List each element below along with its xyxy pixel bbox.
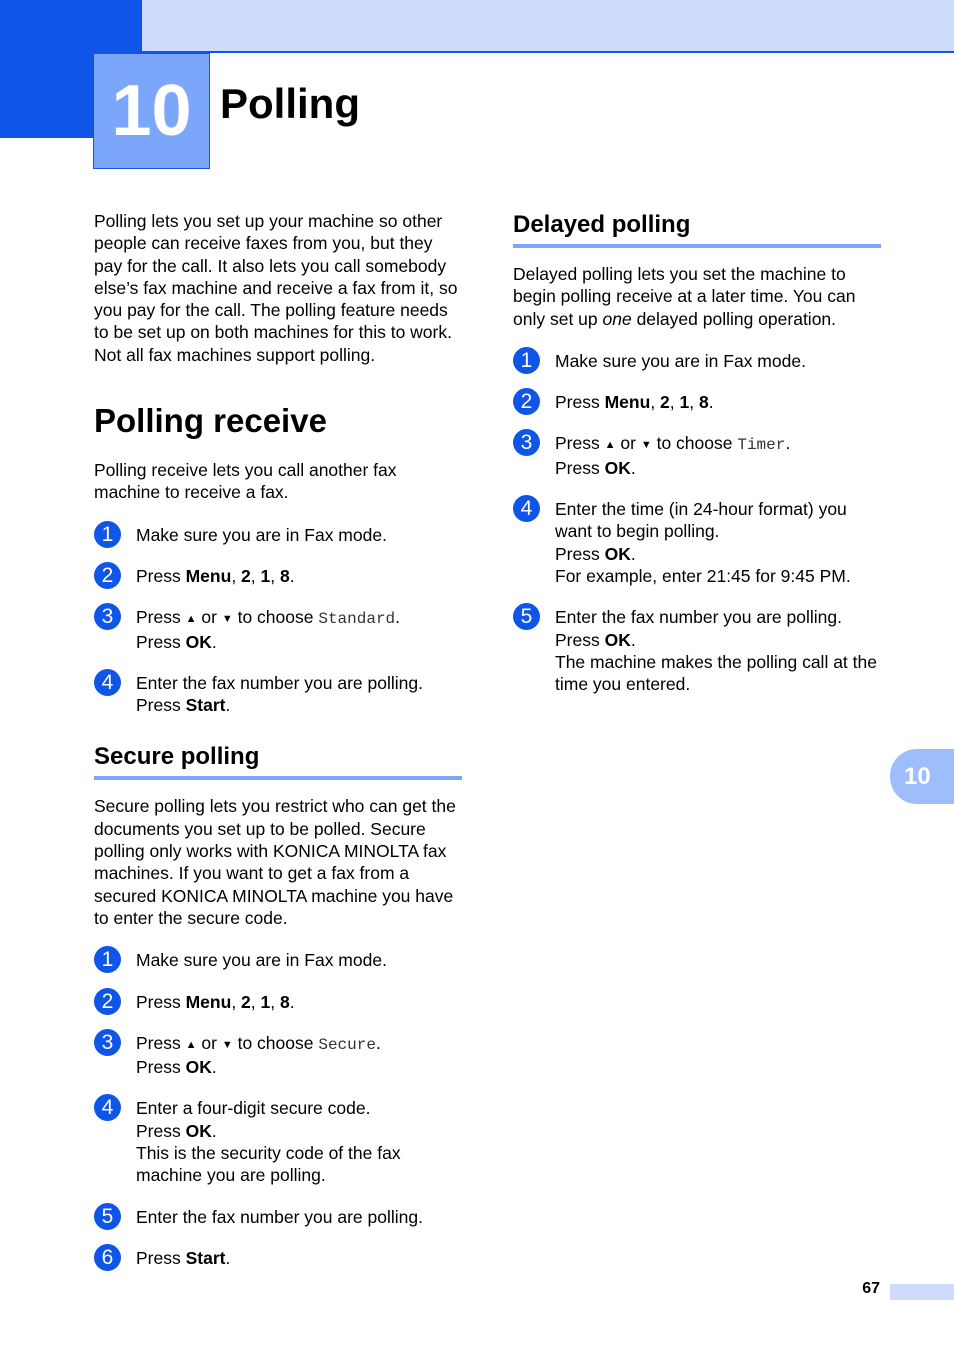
secure-polling-description: Secure polling lets you restrict who can get the documents you set up to be polled. Secure polling only works with KONICA MINOLTA fax machines. If you want to get a fax from a secured KONICA MINOLTA machine you have to enter the secure code.	[94, 796, 456, 928]
option-timer: Timer	[737, 436, 786, 455]
list-item: 4 Enter the time (in 24-hour format) you want to begin polling. Press OK. For example, enter 21:45 for 9:45 PM.	[513, 498, 881, 587]
step-number: 4	[94, 669, 121, 696]
ok-key: OK	[185, 1120, 212, 1141]
down-arrow-icon: ▼	[221, 613, 233, 626]
step-number: 2	[94, 988, 121, 1015]
list-item: 6 Press Start.	[94, 1247, 462, 1269]
list-item: 2 Press Menu, 2, 1, 8.	[94, 991, 462, 1013]
list-item: 3 Press ▲ or ▼ to choose Secure. Press OK.	[94, 1032, 462, 1079]
page-number: 67	[862, 1280, 880, 1297]
step-number: 2	[513, 388, 540, 415]
ok-key: OK	[185, 1057, 212, 1078]
step-number: 2	[94, 562, 121, 589]
step-number: 6	[94, 1244, 121, 1271]
menu-key: Menu	[185, 991, 232, 1012]
list-item: 5 Enter the fax number you are polling.	[94, 1206, 462, 1228]
list-item: 4 Enter the fax number you are polling. Press Start.	[94, 672, 462, 717]
list-item: 2 Press Menu, 2, 1, 8.	[513, 391, 881, 413]
list-item: 1 Make sure you are in Fax mode.	[94, 949, 462, 971]
up-arrow-icon: ▲	[185, 1038, 197, 1051]
ok-key: OK	[604, 629, 631, 650]
ok-key: OK	[185, 631, 212, 652]
list-item: 1 Make sure you are in Fax mode.	[513, 350, 881, 372]
left-column	[94, 210, 462, 1269]
step-number: 3	[94, 603, 121, 630]
ok-key: OK	[604, 543, 631, 564]
polling-receive-heading: Polling receive	[94, 402, 327, 440]
step-text: Make sure you are in Fax mode.	[136, 524, 387, 545]
list-item: 3 Press ▲ or ▼ to choose Standard. Press OK.	[94, 606, 462, 653]
right-column	[513, 210, 881, 695]
option-secure: Secure	[318, 1035, 376, 1054]
option-standard: Standard	[318, 610, 396, 629]
list-item: 4 Enter a four-digit secure code. Press OK. This is the security code of the fax machine you are polling.	[94, 1097, 462, 1186]
polling-receive-description: Polling receive lets you call another fax machine to receive a fax.	[94, 460, 397, 503]
step-number: 5	[94, 1203, 121, 1230]
delayed-polling-description: Delayed polling lets you set the machine to begin polling receive at a later time. You can only set up one delayed polling operation.	[513, 264, 856, 329]
start-key: Start	[185, 695, 226, 716]
secure-polling-heading: Secure polling	[94, 742, 462, 780]
list-item: 5 Enter the fax number you are polling. Press OK. The machine makes the polling call at the time you entered.	[513, 606, 881, 695]
step-number: 5	[513, 603, 540, 630]
up-arrow-icon: ▲	[185, 613, 197, 626]
chapter-title: Polling	[220, 80, 360, 127]
menu-key: Menu	[185, 565, 232, 586]
header-rule	[140, 51, 954, 53]
list-item: 2 Press Menu, 2, 1, 8.	[94, 565, 462, 587]
list-item	[94, 524, 462, 546]
step-number: 1	[94, 521, 121, 548]
secure-polling-steps	[94, 949, 462, 1269]
chapter-side-tab: 10	[890, 749, 954, 804]
chapter-number: 10	[93, 53, 210, 169]
ok-key: OK	[604, 457, 631, 478]
step-number: 4	[94, 1094, 121, 1121]
list-item: 3 Press ▲ or ▼ to choose Timer. Press OK.	[513, 432, 881, 479]
down-arrow-icon: ▼	[221, 1038, 233, 1051]
up-arrow-icon: ▲	[604, 439, 616, 452]
step-number: 3	[94, 1029, 121, 1056]
polling-receive-steps	[94, 524, 462, 717]
step-number: 1	[513, 347, 540, 374]
header-band	[0, 0, 954, 52]
step-number: 1	[94, 946, 121, 973]
step-number: 4	[513, 495, 540, 522]
intro-paragraph: Polling lets you set up your machine so other people can receive faxes from you, but they pay for the call. It also lets you call somebody else’s fax machine and receive a fax from it, so you pay for the call. The polling feature needs to be set up on both machines for this to work. Not all fax machines support polling.	[94, 211, 458, 365]
footer-bar	[890, 1284, 954, 1300]
down-arrow-icon: ▼	[640, 439, 652, 452]
start-key: Start	[185, 1247, 226, 1268]
menu-key: Menu	[604, 392, 651, 413]
step-number: 3	[513, 429, 540, 456]
delayed-polling-heading: Delayed polling	[513, 210, 881, 248]
delayed-polling-steps	[513, 350, 881, 696]
